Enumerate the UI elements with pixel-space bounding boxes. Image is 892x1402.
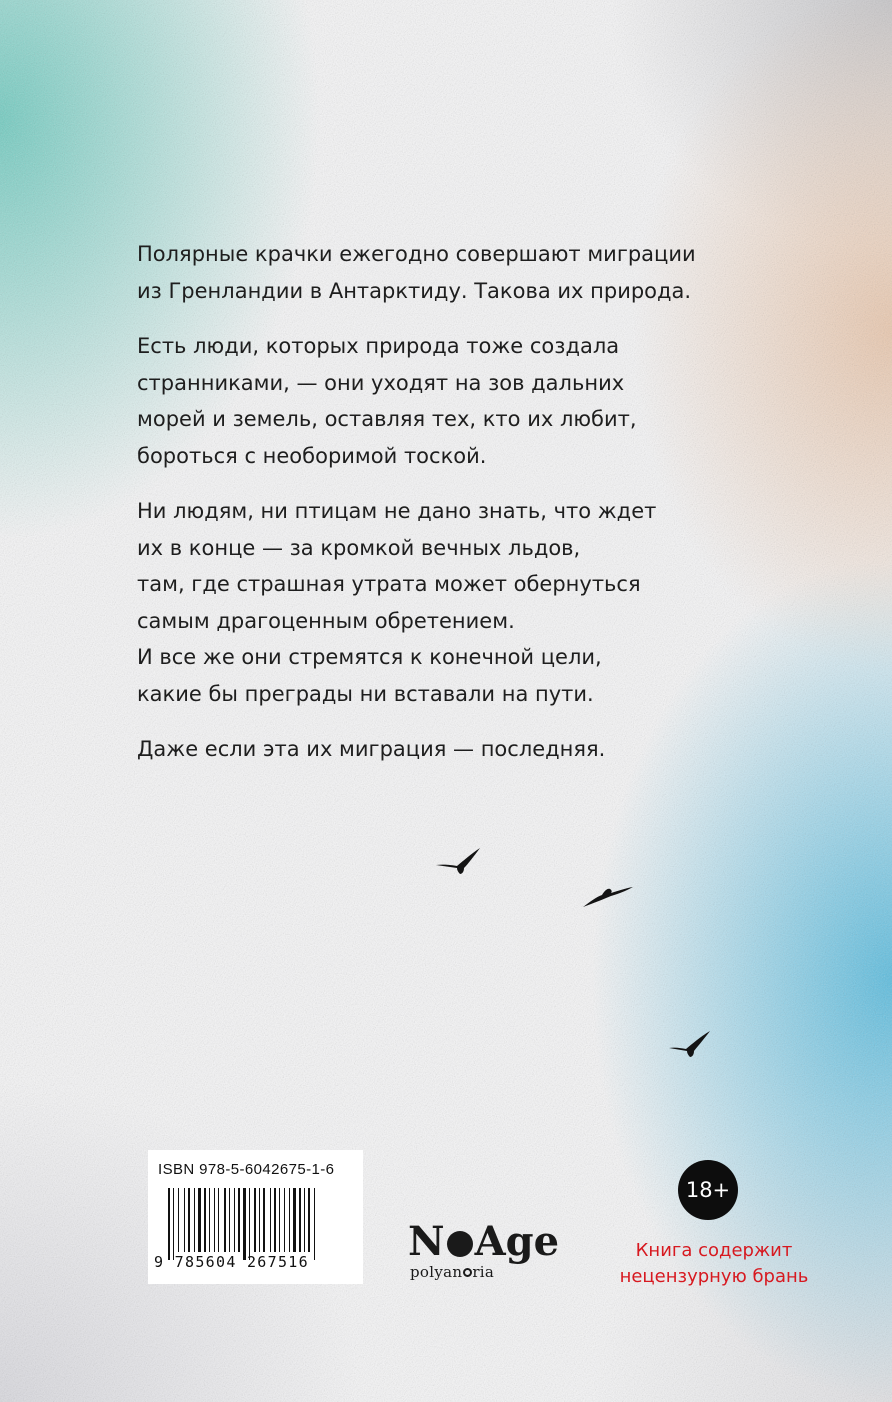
barcode-bar — [308, 1188, 310, 1252]
warning-line: Книга содержит — [635, 1240, 793, 1261]
barcode-bar — [254, 1188, 256, 1252]
barcode-bar — [299, 1188, 301, 1252]
barcode-bar — [249, 1188, 250, 1260]
barcode-bar — [168, 1188, 170, 1260]
barcode-bar — [214, 1188, 215, 1252]
paragraph-2 — [137, 328, 777, 474]
barcode-bar — [209, 1188, 210, 1252]
barcode-bar — [238, 1188, 240, 1252]
paragraph-1 — [137, 236, 777, 309]
barcode-bar — [304, 1188, 305, 1252]
barcode-bar — [173, 1188, 174, 1260]
barcode-bar — [194, 1188, 195, 1252]
text-line: там, где страшная утрата может обернуться — [137, 572, 641, 596]
publisher-name: N Age — [408, 1218, 560, 1265]
text-line: морей и земель, оставляя тех, кто их любит, — [137, 407, 637, 431]
barcode-bar — [234, 1188, 235, 1252]
barcode-bar — [279, 1188, 280, 1252]
text-line: странниками, — они уходят на зов дальних — [137, 370, 625, 395]
bird-icon — [668, 1030, 712, 1060]
publisher-logo — [408, 1220, 578, 1290]
barcode-bar — [314, 1188, 315, 1260]
bird-icon — [582, 882, 634, 910]
text-line: самым драгоценным обретением. — [137, 608, 515, 633]
text-line: Ни людям, ни птицам не дано знать, что ждет — [137, 499, 657, 523]
barcode-bar — [263, 1188, 265, 1252]
text-line: И все же они стремятся к конечной цели, — [137, 645, 602, 669]
barcode-bar — [274, 1188, 276, 1252]
barcode-bar — [218, 1188, 219, 1252]
publisher-imprint: polyan ria — [410, 1263, 495, 1281]
barcode-bar — [188, 1188, 190, 1252]
barcode-bar — [284, 1188, 285, 1252]
text-line: бороться с необоримой тоской. — [137, 443, 487, 468]
annotation-text — [137, 236, 777, 787]
warning-line: нецензурную брань — [619, 1266, 809, 1287]
logo-dot-icon — [447, 1231, 473, 1257]
barcode-bar — [229, 1188, 230, 1252]
paragraph-4 — [137, 731, 777, 768]
text-line: Полярные крачки ежегодно совершают миграции — [137, 242, 696, 266]
text-line: из Гренландии в Антарктиду. Такова их природа. — [137, 278, 692, 303]
barcode-bar — [204, 1188, 206, 1252]
text-line: какие бы преграды ни вставали на пути. — [137, 681, 594, 706]
barcode-digits: 9 785604 267516 — [154, 1253, 309, 1271]
barcode-bar — [198, 1188, 201, 1252]
age-rating-badge: 18+ — [678, 1160, 738, 1220]
bird-icon — [434, 846, 482, 878]
isbn-label: ISBN 978-5-6042675-1-6 — [158, 1161, 335, 1178]
barcode-bar — [289, 1188, 290, 1252]
barcode-bar — [293, 1188, 296, 1252]
content-warning — [598, 1238, 830, 1290]
barcode-bar — [184, 1188, 185, 1252]
text-line: Есть люди, которых природа тоже создала — [137, 334, 620, 358]
text-line: их в конце — за кромкой вечных льдов, — [137, 535, 581, 560]
barcode-bar — [178, 1188, 179, 1252]
barcode-bar — [243, 1188, 246, 1260]
barcode-bar — [224, 1188, 226, 1252]
isbn-barcode — [148, 1150, 363, 1284]
barcode-bar — [259, 1188, 260, 1252]
barcode-bar — [270, 1188, 271, 1252]
text-line: Даже если эта их миграция — последняя. — [137, 737, 606, 761]
imprint-dot-icon — [463, 1268, 472, 1277]
paragraph-3 — [137, 493, 777, 712]
